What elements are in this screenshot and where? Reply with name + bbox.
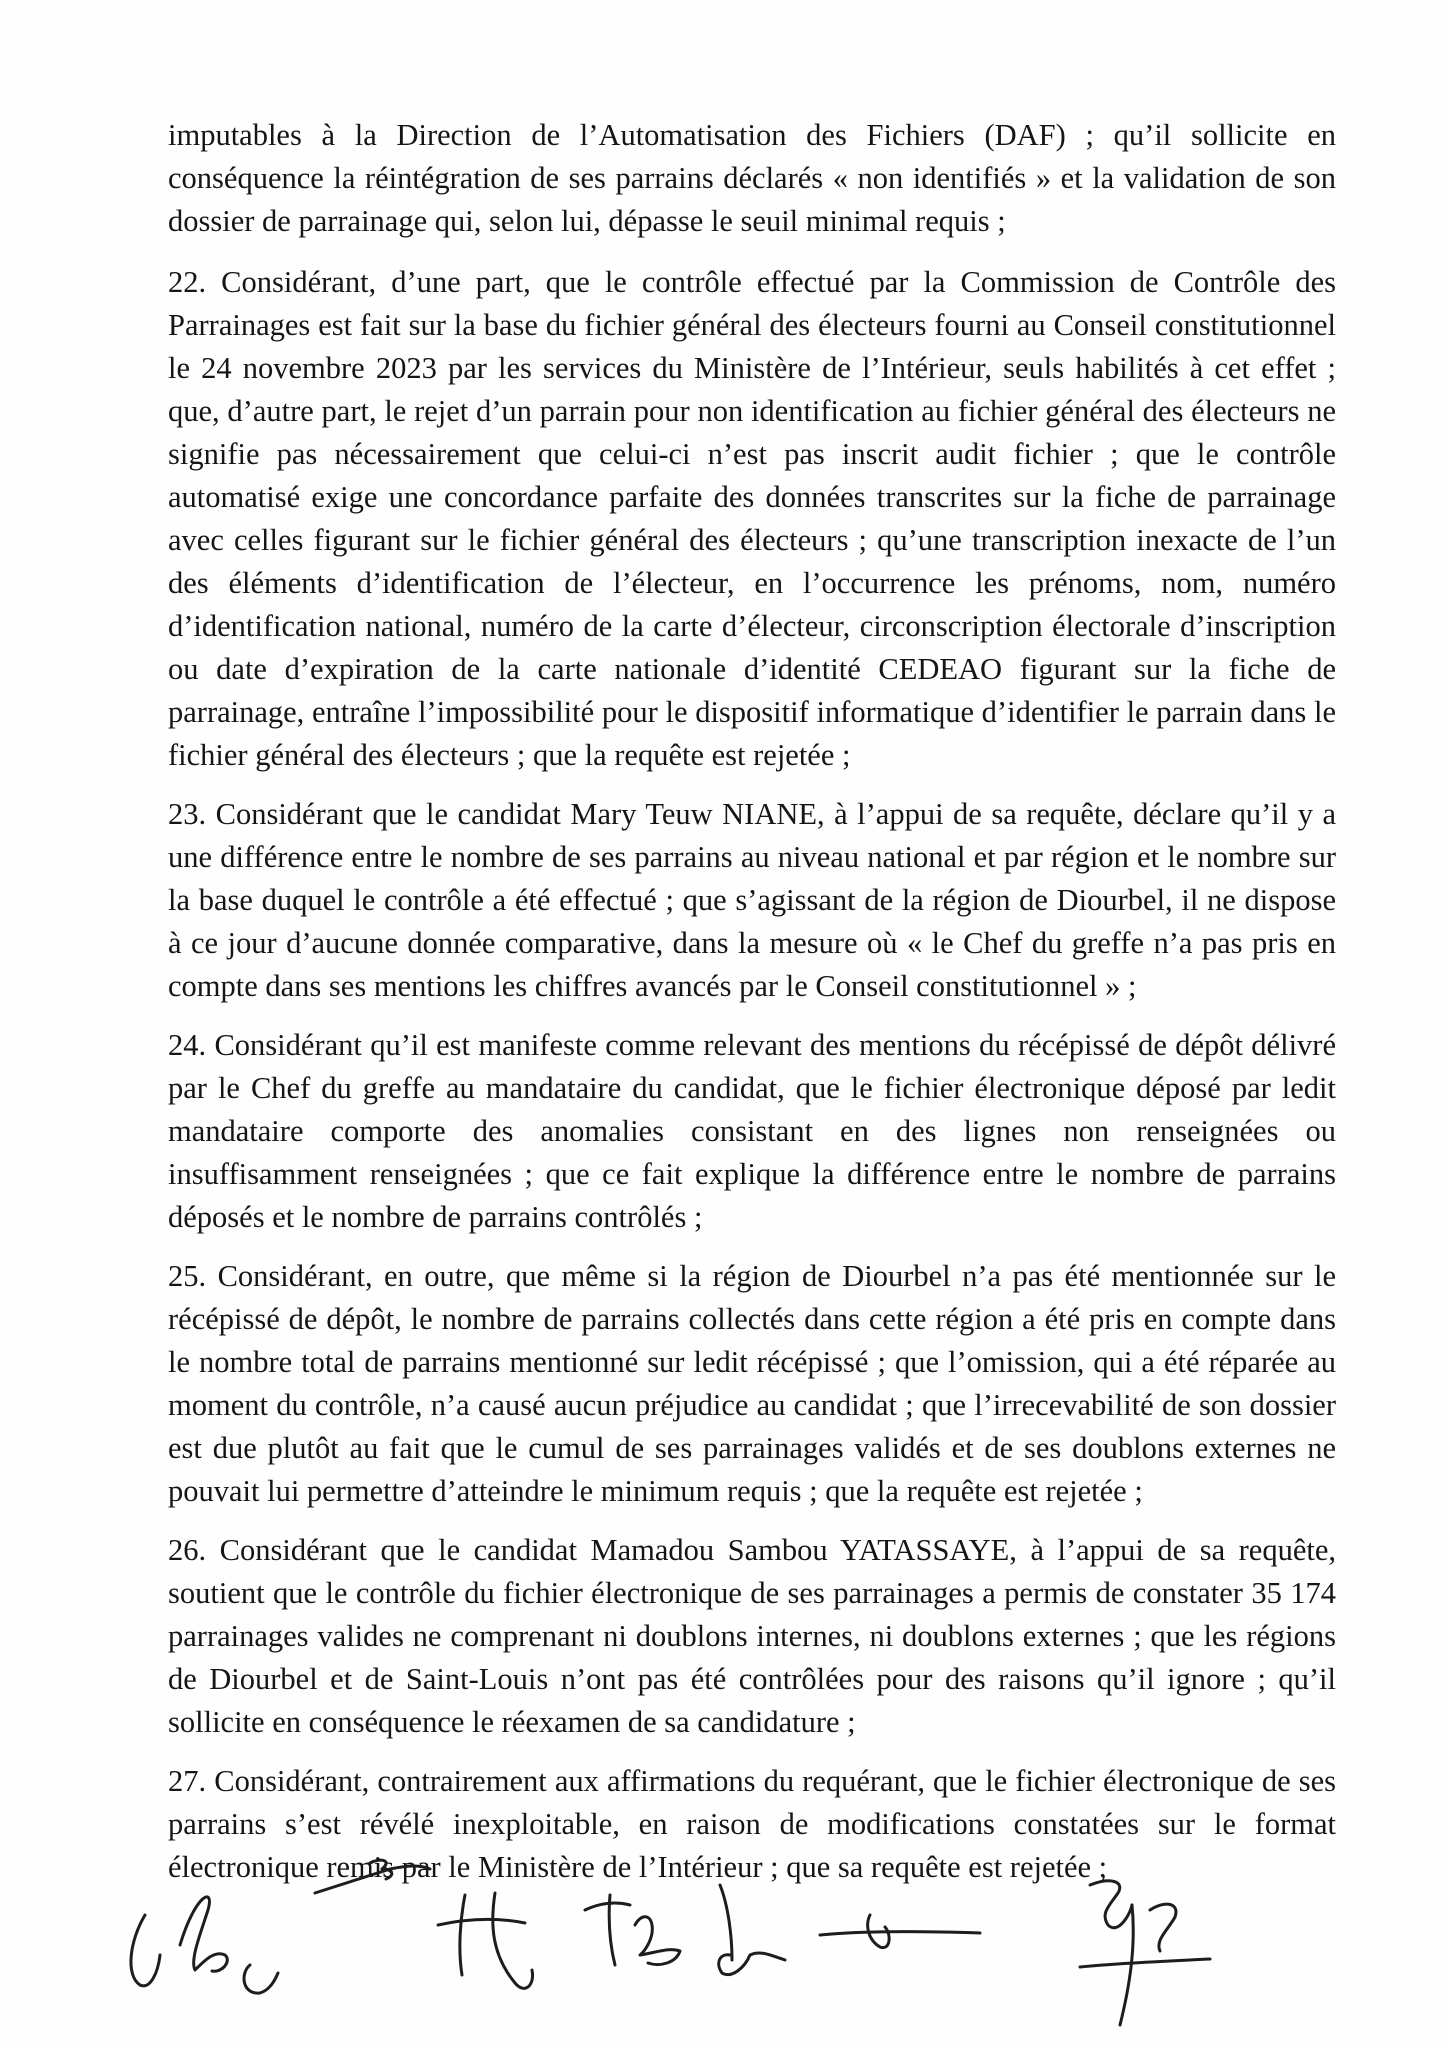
- signature-7: [1080, 1881, 1210, 2025]
- paragraph-25: 25. Considérant, en outre, que même si la région de Diourbel n’a pas été mentionnée sur le récépissé de dépôt, le nombre de parrains collectés dans cette région a été pris en compte dans le nombre total de parrains mentionné sur ledit récépissé ; que l’omission, qui a été réparée au moment du contrôle, n’a causé aucun préjudice au candidat ; que l’irrecevabilité de son dossier est due plutôt au fait que le cumul de ses parrainages validés et de ses doublons externes ne pouvait lui permettre d’atteindre le minimum requis ; que la requête est rejetée ;: [168, 1259, 1336, 1508]
- document-body: [168, 114, 1336, 1905]
- signatures-row: [120, 1855, 1260, 2040]
- signature-1: [131, 1897, 278, 1993]
- paragraph-26: 26. Considérant que le candidat Mamadou Sambou YATASSAYE, à l’appui de sa requête, soutient que le contrôle du fichier électronique de ses parrainages a permis de constater 35 174 parrainages valides ne comprenant ni doublons internes, ni doublons externes ; que les régions de Diourbel et de Saint-Louis n’ont pas été contrôlées pour des raisons qu’il ignore ; qu’il sollicite en conséquence le réexamen de sa candidature ;: [168, 1533, 1336, 1739]
- paragraph-24: 24. Considérant qu’il est manifeste comme relevant des mentions du récépissé de dépôt délivré par le Chef du greffe au mandataire du candidat, que le fichier électronique déposé par ledit mandataire comporte des anomalies consistant en des lignes non renseignées ou insuffisamment renseignées ; que ce fait explique la différence entre le nombre de parrains déposés et le nombre de parrains contrôlés ;: [168, 1028, 1336, 1234]
- paragraph-21-continuation: imputables à la Direction de l’Automatisation des Fichiers (DAF) ; qu’il sollicite en conséquence la réintégration de ses parrains déclarés « non identifiés » et la validation de son dossier de parrainage qui, selon lui, dépasse le seuil minimal requis ;: [168, 118, 1336, 238]
- signature-6: [820, 1915, 980, 1948]
- signature-2: [315, 1860, 430, 1893]
- signature-4: [585, 1895, 680, 1965]
- signature-5: [719, 1885, 785, 1975]
- paragraph-23: 23. Considérant que le candidat Mary Teuw NIANE, à l’appui de sa requête, déclare qu’il y a une différence entre le nombre de ses parrains au niveau national et par région et le nombre sur la base duquel le contrôle a été effectué ; que s’agissant de la région de Diourbel, il ne dispose à ce jour d’aucune donnée comparative, dans la mesure où « le Chef du greffe n’a pas pris en compte dans ses mentions les chiffres avancés par le Conseil constitutionnel » ;: [168, 797, 1336, 1003]
- paragraph-27: 27. Considérant, contrairement aux affirmations du requérant, que le fichier électronique de ses parrains s’est révélé inexploitable, en raison de modifications constatées sur le format électronique remis par le Ministère de l’Intérieur ; que sa requête est rejetée ;: [168, 1764, 1336, 1884]
- signature-3: [438, 1893, 533, 1988]
- paragraph-22: 22. Considérant, d’une part, que le contrôle effectué par la Commission de Contrôle des Parrainages est fait sur la base du fichier général des électeurs fourni au Conseil constitutionnel le 24 novembre 2023 par les services du Ministère de l’Intérieur, seuls habilités à cet effet ; que, d’autre part, le rejet d’un parrain pour non identification au fichier général des électeurs ne signifie pas nécessairement que celui-ci n’est pas inscrit audit fichier ; que le contrôle automatisé exige une concordance parfaite des données transcrites sur la fiche de parrainage avec celles figurant sur le fichier général des électeurs ; qu’une transcription inexacte de l’un des éléments d’identification de l’électeur, en l’occurrence les prénoms, nom, numéro d’identification national, numéro de la carte d’électeur, circonscription électorale d’inscription ou date d’expiration de la carte nationale d’identité CEDEAO figurant sur la fiche de parrainage, entraîne l’impossibilité pour le dispositif informatique d’identifier le parrain dans le fichier général des électeurs ; que la requête est rejetée ;: [168, 265, 1336, 772]
